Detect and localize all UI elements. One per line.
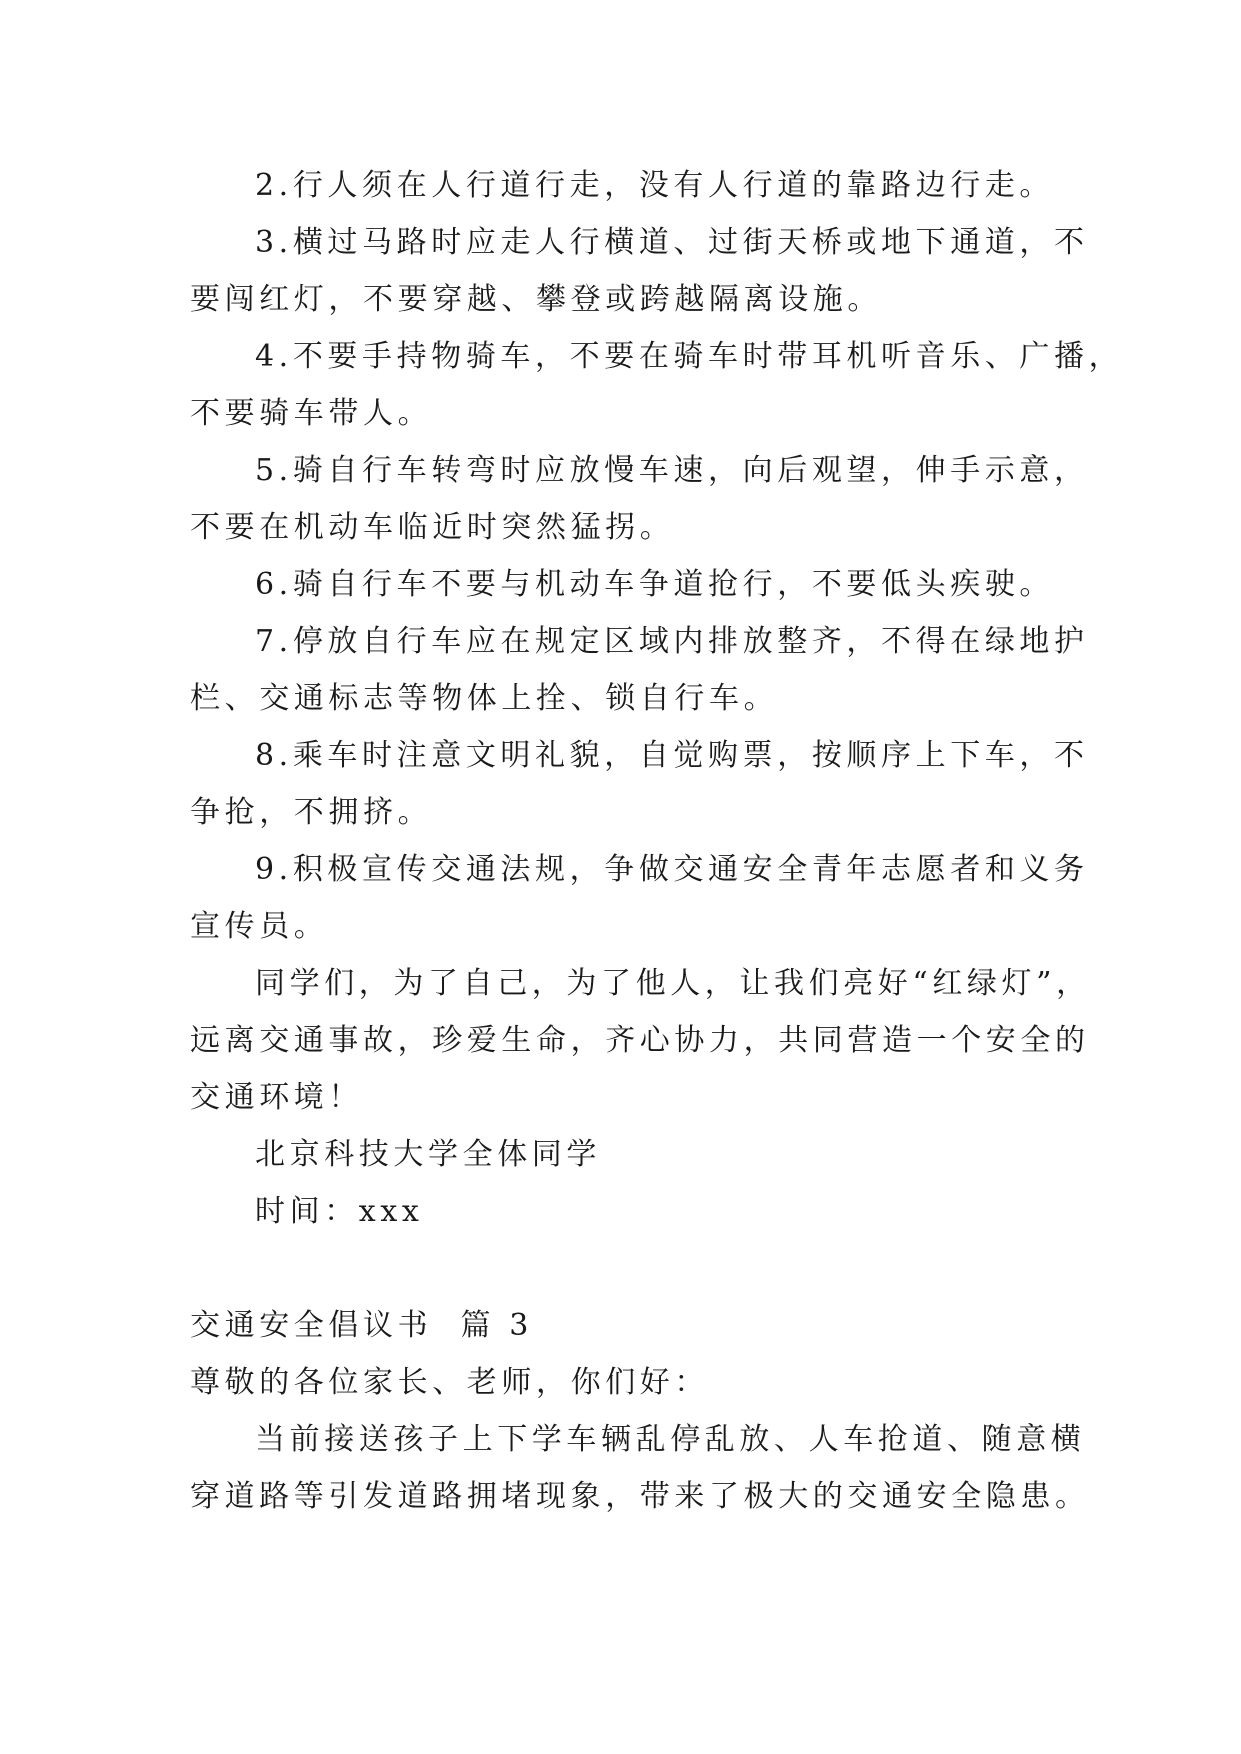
closing-line-3: 交通环境！	[190, 1080, 363, 1115]
item-5-line-1: 5.骑自行车转弯时应放慢车速，向后观望，伸手示意，	[255, 453, 1089, 488]
item-2-line-1: 2.行人须在人行道行走，没有人行道的靠路边行走。	[255, 168, 1055, 203]
item-4-line-1: 4.不要手持物骑车，不要在骑车时带耳机听音乐、广播，	[255, 339, 1124, 374]
item-7-line-1: 7.停放自行车应在规定区域内排放整齐，不得在绿地护	[255, 624, 1089, 659]
item-6-line-1: 6.骑自行车不要与机动车争道抢行，不要低头疾驶。	[255, 567, 1055, 602]
intro-line-2: 穿道路等引发道路拥堵现象，带来了极大的交通安全隐患。	[190, 1479, 1090, 1514]
item-8-line-1: 8.乘车时注意文明礼貌，自觉购票，按顺序上下车，不	[255, 738, 1089, 773]
item-8-line-2: 争抢，不拥挤。	[190, 795, 433, 830]
closing-line-1: 同学们，为了自己，为了他人，让我们亮好“红绿灯”，	[255, 966, 1091, 1001]
intro-line-1: 当前接送孩子上下学车辆乱停乱放、人车抢道、随意横	[255, 1422, 1086, 1457]
item-3-line-2: 要闯红灯，不要穿越、攀登或跨越隔离设施。	[190, 282, 882, 317]
date-line: 时间：xxx	[255, 1194, 424, 1229]
item-9-line-2: 宣传员。	[190, 909, 329, 944]
item-4-line-2: 不要骑车带人。	[190, 396, 433, 431]
item-5-line-2: 不要在机动车临近时突然猛拐。	[190, 510, 675, 545]
greeting: 尊敬的各位家长、老师，你们好：	[190, 1365, 709, 1400]
item-9-line-1: 9.积极宣传交通法规，争做交通安全青年志愿者和义务	[255, 852, 1089, 887]
section-title: 交通安全倡议书 篇 3	[190, 1308, 533, 1343]
signature: 北京科技大学全体同学	[255, 1137, 601, 1172]
closing-line-2: 远离交通事故，珍爱生命，齐心协力，共同营造一个安全的	[190, 1023, 1090, 1058]
item-7-line-2: 栏、交通标志等物体上拴、锁自行车。	[190, 681, 779, 716]
item-3-line-1: 3.横过马路时应走人行横道、过街天桥或地下通道，不	[255, 225, 1089, 260]
